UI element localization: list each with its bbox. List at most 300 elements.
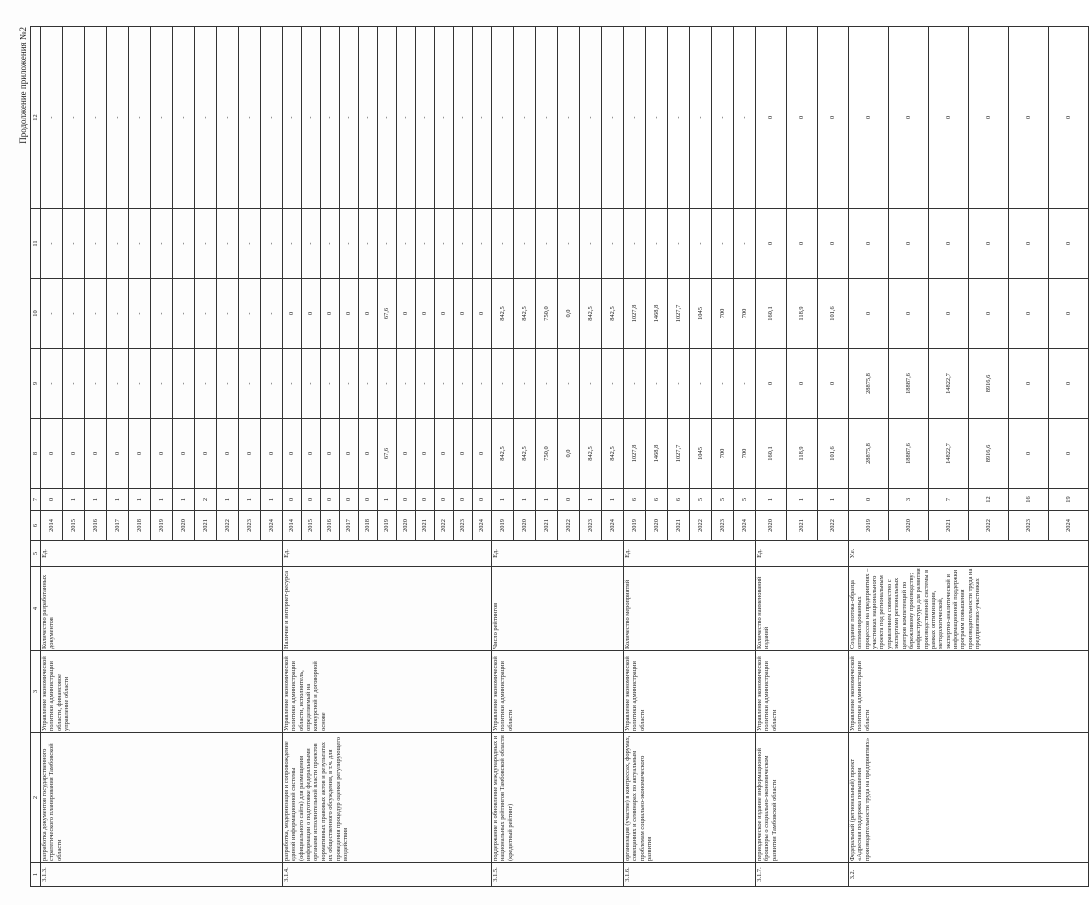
year-cell: - bbox=[151, 349, 173, 419]
year-cell: 2018 bbox=[129, 511, 151, 541]
year-cell: 700 bbox=[734, 419, 756, 489]
year-cell: - bbox=[435, 209, 454, 279]
row-id: 3.1.4. bbox=[283, 863, 492, 887]
row-executor: Управление экономической политики администрации области, исполнитель, определяемый на конкурсной и договорной основе bbox=[283, 651, 492, 733]
year-cell: 2022 bbox=[435, 511, 454, 541]
year-cell: 160,1 bbox=[756, 279, 787, 349]
year-cell: 2023 bbox=[712, 511, 734, 541]
year-cell: 2022 bbox=[818, 511, 849, 541]
year-cell: - bbox=[397, 27, 416, 209]
row-indicator: Создание потока-образца оптимизированных процессов на предприятиях – участниках национального проекта под региональным управлением совместно с экспертами региональных центров компетенций по бережливому производству; инфраструктура для развития производственной системы в рамках оптимизации, методологической, экспертно-аналитической и информационной поддержки программ повышения производительности труда на предприятиях-участниках bbox=[849, 567, 1089, 651]
year-cell: 842,5 bbox=[514, 419, 536, 489]
year-cell: 18887,6 bbox=[889, 419, 929, 489]
year-cell: 6 bbox=[646, 489, 668, 511]
year-cell: 1468,8 bbox=[646, 419, 668, 489]
year-cell: 2024 bbox=[1049, 511, 1089, 541]
year-cell: 0 bbox=[321, 489, 340, 511]
year-cell: 0 bbox=[787, 209, 818, 279]
year-cell: - bbox=[712, 349, 734, 419]
year-cell: - bbox=[602, 27, 624, 209]
year-cell: - bbox=[283, 27, 302, 209]
year-cell: 0 bbox=[889, 27, 929, 209]
year-cell: - bbox=[151, 209, 173, 279]
year-cell: - bbox=[624, 27, 646, 209]
year-cell: 0 bbox=[397, 489, 416, 511]
year-cell: 1027,7 bbox=[668, 419, 690, 489]
year-cell: 0 bbox=[929, 279, 969, 349]
year-cell: 0 bbox=[849, 489, 889, 511]
year-cell: - bbox=[359, 349, 378, 419]
year-cell: 160,1 bbox=[756, 419, 787, 489]
year-cell: - bbox=[454, 27, 473, 209]
year-cell: 2020 bbox=[397, 511, 416, 541]
year-cell: 0 bbox=[416, 279, 435, 349]
year-cell: - bbox=[536, 349, 558, 419]
year-cell: - bbox=[690, 209, 712, 279]
year-cell: - bbox=[41, 27, 63, 209]
year-cell: 0 bbox=[818, 27, 849, 209]
year-cell: 842,5 bbox=[514, 279, 536, 349]
year-cell: 1 bbox=[378, 489, 397, 511]
column-number: 2 bbox=[31, 733, 41, 863]
year-cell: 1 bbox=[63, 489, 85, 511]
year-cell: 2021 bbox=[195, 511, 217, 541]
year-cell: - bbox=[302, 27, 321, 209]
year-cell: 0 bbox=[107, 419, 129, 489]
year-cell: - bbox=[217, 209, 239, 279]
year-cell: 0 bbox=[473, 279, 492, 349]
year-cell: 0 bbox=[1049, 349, 1089, 419]
year-cell: 0 bbox=[889, 279, 929, 349]
year-cell: - bbox=[602, 209, 624, 279]
year-cell: 2017 bbox=[107, 511, 129, 541]
row-id: 3.1.5. bbox=[492, 863, 624, 887]
year-cell: 0 bbox=[261, 419, 283, 489]
year-cell: 0 bbox=[1049, 279, 1089, 349]
year-cell: 0 bbox=[283, 279, 302, 349]
year-cell: 2022 bbox=[217, 511, 239, 541]
year-cell: 0 bbox=[787, 27, 818, 209]
year-cell: 0 bbox=[969, 209, 1009, 279]
year-cell: 2022 bbox=[558, 511, 580, 541]
year-cell: - bbox=[107, 27, 129, 209]
row-name: разработка документов государственного стратегического планирования Тамбовской области bbox=[41, 733, 283, 863]
year-cell: - bbox=[302, 209, 321, 279]
year-cell: 5 bbox=[712, 489, 734, 511]
continuation-header: Продолжение приложения №2 bbox=[18, 27, 28, 144]
year-cell: 0 bbox=[435, 279, 454, 349]
year-cell: - bbox=[41, 349, 63, 419]
year-cell: 67,6 bbox=[378, 279, 397, 349]
year-cell: 0 bbox=[454, 489, 473, 511]
year-cell: 0 bbox=[321, 279, 340, 349]
year-cell: 0 bbox=[473, 419, 492, 489]
year-cell: - bbox=[580, 349, 602, 419]
year-cell: - bbox=[340, 27, 359, 209]
year-cell: 0 bbox=[1009, 279, 1049, 349]
year-cell: - bbox=[151, 279, 173, 349]
year-cell: 0 bbox=[849, 279, 889, 349]
year-cell: 14822,7 bbox=[929, 419, 969, 489]
year-cell: 0 bbox=[416, 489, 435, 511]
year-cell: 2024 bbox=[602, 511, 624, 541]
column-number: 10 bbox=[31, 279, 41, 349]
year-cell: 0 bbox=[1049, 419, 1089, 489]
year-cell: - bbox=[580, 209, 602, 279]
table-row bbox=[624, 27, 646, 887]
year-cell: - bbox=[624, 209, 646, 279]
row-name: разработка, модернизация и сопровождение единой информационной системы (официального сайта) для размещения информации о подготовке федеральными органами исполнительной власти проектов нормативных правовых актов и результатах их общественного обсуждения, в т.ч. для проведения процедур оценки регулирующего воздействия bbox=[283, 733, 492, 863]
year-cell: - bbox=[602, 349, 624, 419]
row-unit: Ед. bbox=[41, 541, 283, 567]
year-cell: - bbox=[340, 209, 359, 279]
year-cell: 0 bbox=[340, 279, 359, 349]
year-cell: 0 bbox=[818, 209, 849, 279]
year-cell: 0 bbox=[129, 419, 151, 489]
year-cell: - bbox=[378, 27, 397, 209]
year-cell: - bbox=[85, 349, 107, 419]
year-cell: 2024 bbox=[261, 511, 283, 541]
row-id: 3.1.6. bbox=[624, 863, 756, 887]
row-name: Федеральный (региональный) проект «Адресная поддержка повышения производительности труда на предприятиях» bbox=[849, 733, 1089, 863]
year-cell: 0 bbox=[929, 209, 969, 279]
year-cell: 1468,8 bbox=[646, 279, 668, 349]
year-cell: 0 bbox=[558, 489, 580, 511]
year-cell: - bbox=[690, 349, 712, 419]
year-cell: 0 bbox=[173, 419, 195, 489]
row-name: периодическое издание информационной брошюры о социально-экономическом развитии Тамбовской области bbox=[756, 733, 849, 863]
year-cell: 0 bbox=[321, 419, 340, 489]
year-cell: 0 bbox=[63, 419, 85, 489]
year-cell: - bbox=[536, 27, 558, 209]
year-cell: 0 bbox=[1009, 209, 1049, 279]
year-cell: 0 bbox=[849, 209, 889, 279]
row-unit: Ед. bbox=[283, 541, 492, 567]
year-cell: 1027,7 bbox=[668, 279, 690, 349]
row-indicator: Количество наименований изданий bbox=[756, 567, 849, 651]
year-cell: 1 bbox=[602, 489, 624, 511]
year-cell: - bbox=[397, 209, 416, 279]
year-cell: 700 bbox=[734, 279, 756, 349]
year-cell: 0 bbox=[756, 27, 787, 209]
year-cell: 118,9 bbox=[787, 279, 818, 349]
year-cell: - bbox=[85, 279, 107, 349]
year-cell: - bbox=[734, 209, 756, 279]
year-cell: - bbox=[492, 349, 514, 419]
year-cell: 1 bbox=[492, 489, 514, 511]
year-cell: 2022 bbox=[690, 511, 712, 541]
year-cell: 0 bbox=[756, 209, 787, 279]
column-number: 8 bbox=[31, 419, 41, 489]
year-cell: 0 bbox=[302, 419, 321, 489]
year-cell: 842,5 bbox=[492, 279, 514, 349]
column-number: 9 bbox=[31, 349, 41, 419]
year-cell: 0 bbox=[929, 27, 969, 209]
year-cell: 0 bbox=[818, 349, 849, 419]
year-cell: 2024 bbox=[473, 511, 492, 541]
year-cell: - bbox=[492, 209, 514, 279]
year-cell: 18887,6 bbox=[889, 349, 929, 419]
year-cell: - bbox=[558, 209, 580, 279]
year-cell: 0 bbox=[756, 349, 787, 419]
row-executor: Управление экономической политики администрации области bbox=[756, 651, 849, 733]
column-number: 1 bbox=[31, 863, 41, 887]
year-cell: - bbox=[173, 349, 195, 419]
year-cell: - bbox=[173, 209, 195, 279]
year-cell: 2020 bbox=[756, 511, 787, 541]
row-executor: Управление экономической политики администрации области bbox=[492, 651, 624, 733]
year-cell: 0,0 bbox=[558, 419, 580, 489]
year-cell: 2021 bbox=[536, 511, 558, 541]
year-cell: - bbox=[580, 27, 602, 209]
year-cell: 2023 bbox=[580, 511, 602, 541]
year-cell: 0 bbox=[454, 419, 473, 489]
year-cell: 2019 bbox=[378, 511, 397, 541]
year-cell: - bbox=[473, 27, 492, 209]
year-cell: 0 bbox=[416, 419, 435, 489]
year-cell: - bbox=[41, 279, 63, 349]
year-cell: - bbox=[492, 27, 514, 209]
table-row bbox=[492, 27, 514, 887]
year-cell: 2021 bbox=[416, 511, 435, 541]
year-cell: - bbox=[261, 279, 283, 349]
year-cell: 0 bbox=[302, 489, 321, 511]
year-cell: - bbox=[173, 279, 195, 349]
year-cell: 2014 bbox=[41, 511, 63, 541]
year-cell: 1 bbox=[129, 489, 151, 511]
column-number: 4 bbox=[31, 567, 41, 651]
year-cell: 750,0 bbox=[536, 279, 558, 349]
year-cell: 2020 bbox=[173, 511, 195, 541]
year-cell: 2023 bbox=[239, 511, 261, 541]
year-cell: 8916,6 bbox=[969, 419, 1009, 489]
year-cell: - bbox=[173, 27, 195, 209]
year-cell: - bbox=[340, 349, 359, 419]
year-cell: 1027,8 bbox=[624, 419, 646, 489]
row-unit: Ед. bbox=[492, 541, 624, 567]
year-cell: - bbox=[668, 349, 690, 419]
year-cell: - bbox=[283, 349, 302, 419]
row-indicator: Количество мероприятий bbox=[624, 567, 756, 651]
year-cell: - bbox=[107, 279, 129, 349]
column-number: 3 bbox=[31, 651, 41, 733]
year-cell: - bbox=[283, 209, 302, 279]
year-cell: 2020 bbox=[646, 511, 668, 541]
year-cell: 2019 bbox=[849, 511, 889, 541]
year-cell: 842,5 bbox=[580, 279, 602, 349]
program-table bbox=[30, 26, 1089, 887]
year-cell: 0 bbox=[473, 489, 492, 511]
year-cell: - bbox=[107, 349, 129, 419]
year-cell: 1 bbox=[787, 489, 818, 511]
year-cell: 1027,8 bbox=[624, 279, 646, 349]
year-cell: - bbox=[558, 27, 580, 209]
year-cell: 2019 bbox=[624, 511, 646, 541]
year-cell: 2023 bbox=[454, 511, 473, 541]
year-cell: 0 bbox=[151, 419, 173, 489]
year-cell: - bbox=[239, 27, 261, 209]
year-cell: 0 bbox=[849, 27, 889, 209]
year-cell: 842,5 bbox=[602, 419, 624, 489]
year-cell: - bbox=[239, 279, 261, 349]
year-cell: 700 bbox=[712, 279, 734, 349]
year-cell: 1045 bbox=[690, 279, 712, 349]
year-cell: - bbox=[416, 209, 435, 279]
year-cell: - bbox=[435, 349, 454, 419]
year-cell: - bbox=[217, 27, 239, 209]
year-cell: 1 bbox=[514, 489, 536, 511]
year-cell: - bbox=[712, 209, 734, 279]
year-cell: 2021 bbox=[929, 511, 969, 541]
year-cell: - bbox=[239, 209, 261, 279]
year-cell: - bbox=[63, 209, 85, 279]
year-cell: 0 bbox=[435, 419, 454, 489]
year-cell: - bbox=[378, 349, 397, 419]
year-cell: 2021 bbox=[787, 511, 818, 541]
table-body bbox=[31, 27, 1089, 887]
year-cell: 842,5 bbox=[492, 419, 514, 489]
year-cell: - bbox=[646, 27, 668, 209]
year-cell: 2018 bbox=[359, 511, 378, 541]
year-cell: - bbox=[321, 349, 340, 419]
row-id: 3.1.3. bbox=[41, 863, 283, 887]
year-cell: 0 bbox=[397, 419, 416, 489]
year-cell: - bbox=[129, 279, 151, 349]
year-cell: 8916,6 bbox=[969, 349, 1009, 419]
row-indicator: Наличие и интернет-ресурса bbox=[283, 567, 492, 651]
year-cell: - bbox=[41, 209, 63, 279]
year-cell: 0 bbox=[1009, 27, 1049, 209]
column-number-row bbox=[31, 27, 41, 887]
year-cell: 5 bbox=[690, 489, 712, 511]
year-cell: 6 bbox=[668, 489, 690, 511]
year-cell: - bbox=[690, 27, 712, 209]
year-cell: - bbox=[85, 27, 107, 209]
year-cell: 2015 bbox=[302, 511, 321, 541]
year-cell: - bbox=[359, 27, 378, 209]
year-cell: - bbox=[734, 27, 756, 209]
year-cell: 0 bbox=[195, 419, 217, 489]
year-cell: - bbox=[195, 279, 217, 349]
year-cell: - bbox=[514, 27, 536, 209]
row-unit: У.е. bbox=[849, 541, 1089, 567]
row-indicator: Количество разработанных документов bbox=[41, 567, 283, 651]
year-cell: 3 bbox=[889, 489, 929, 511]
year-cell: 1 bbox=[151, 489, 173, 511]
year-cell: 0 bbox=[397, 279, 416, 349]
year-cell: 0 bbox=[359, 279, 378, 349]
year-cell: 2020 bbox=[514, 511, 536, 541]
year-cell: 0,0 bbox=[558, 279, 580, 349]
year-cell: 0 bbox=[1049, 27, 1089, 209]
row-executor: Управление экономической политики администрации области, финансовое управление области bbox=[41, 651, 283, 733]
year-cell: 19 bbox=[1049, 489, 1089, 511]
year-cell: 1045 bbox=[690, 419, 712, 489]
column-number: 11 bbox=[31, 209, 41, 279]
year-cell: 2022 bbox=[969, 511, 1009, 541]
year-cell: 0 bbox=[359, 489, 378, 511]
year-cell: 2 bbox=[195, 489, 217, 511]
year-cell: - bbox=[63, 349, 85, 419]
row-indicator: Число рейтингов bbox=[492, 567, 624, 651]
year-cell: 2020 bbox=[889, 511, 929, 541]
year-cell: 2016 bbox=[321, 511, 340, 541]
year-cell: - bbox=[129, 349, 151, 419]
year-cell: - bbox=[416, 27, 435, 209]
year-cell: - bbox=[151, 27, 173, 209]
year-cell: - bbox=[668, 27, 690, 209]
year-cell: 1 bbox=[536, 489, 558, 511]
year-cell: - bbox=[195, 209, 217, 279]
year-cell: 1 bbox=[818, 489, 849, 511]
column-number: 5 bbox=[31, 541, 41, 567]
row-executor: Управление экономической политики администрации области bbox=[849, 651, 1089, 733]
year-cell: 1 bbox=[217, 489, 239, 511]
year-cell: - bbox=[473, 349, 492, 419]
year-cell: 0 bbox=[302, 279, 321, 349]
year-cell: - bbox=[454, 209, 473, 279]
rotated-table-block bbox=[18, 27, 1072, 887]
year-cell: 16 bbox=[1009, 489, 1049, 511]
column-number: 12 bbox=[31, 27, 41, 209]
year-cell: 0 bbox=[1009, 419, 1049, 489]
year-cell: 842,5 bbox=[580, 419, 602, 489]
year-cell: 28875,8 bbox=[849, 419, 889, 489]
year-cell: - bbox=[63, 279, 85, 349]
year-cell: 0 bbox=[1009, 349, 1049, 419]
year-cell: 7 bbox=[929, 489, 969, 511]
year-cell: 0 bbox=[41, 419, 63, 489]
year-cell: 2016 bbox=[85, 511, 107, 541]
table-row bbox=[756, 27, 787, 887]
year-cell: - bbox=[514, 209, 536, 279]
year-cell: 750,0 bbox=[536, 419, 558, 489]
year-cell: - bbox=[536, 209, 558, 279]
year-cell: 0 bbox=[283, 419, 302, 489]
year-cell: 101,6 bbox=[818, 419, 849, 489]
year-cell: 700 bbox=[712, 419, 734, 489]
row-executor: Управление экономической политики администрации области bbox=[624, 651, 756, 733]
table-row bbox=[41, 27, 63, 887]
year-cell: 14822,7 bbox=[929, 349, 969, 419]
year-cell: 0 bbox=[969, 279, 1009, 349]
row-unit: Ед. bbox=[624, 541, 756, 567]
year-cell: 0 bbox=[85, 419, 107, 489]
row-name: поддержание и обновление международных и национальных рейтингов Тамбовской области (кредитный рейтинг) bbox=[492, 733, 624, 863]
row-unit: Ед. bbox=[756, 541, 849, 567]
year-cell: 0 bbox=[41, 489, 63, 511]
year-cell: 6 bbox=[624, 489, 646, 511]
year-cell: 1 bbox=[261, 489, 283, 511]
year-cell: - bbox=[239, 349, 261, 419]
year-cell: - bbox=[416, 349, 435, 419]
year-cell: - bbox=[107, 209, 129, 279]
year-cell: 2021 bbox=[668, 511, 690, 541]
year-cell: 1 bbox=[756, 489, 787, 511]
year-cell: 0 bbox=[889, 209, 929, 279]
year-cell: 5 bbox=[734, 489, 756, 511]
year-cell: - bbox=[435, 27, 454, 209]
year-cell: 1 bbox=[85, 489, 107, 511]
year-cell: 28875,8 bbox=[849, 349, 889, 419]
year-cell: - bbox=[321, 27, 340, 209]
year-cell: 0 bbox=[1049, 209, 1089, 279]
year-cell: - bbox=[261, 27, 283, 209]
column-number: 6 bbox=[31, 511, 41, 541]
year-cell: - bbox=[195, 349, 217, 419]
year-cell: - bbox=[261, 349, 283, 419]
column-number: 7 bbox=[31, 489, 41, 511]
